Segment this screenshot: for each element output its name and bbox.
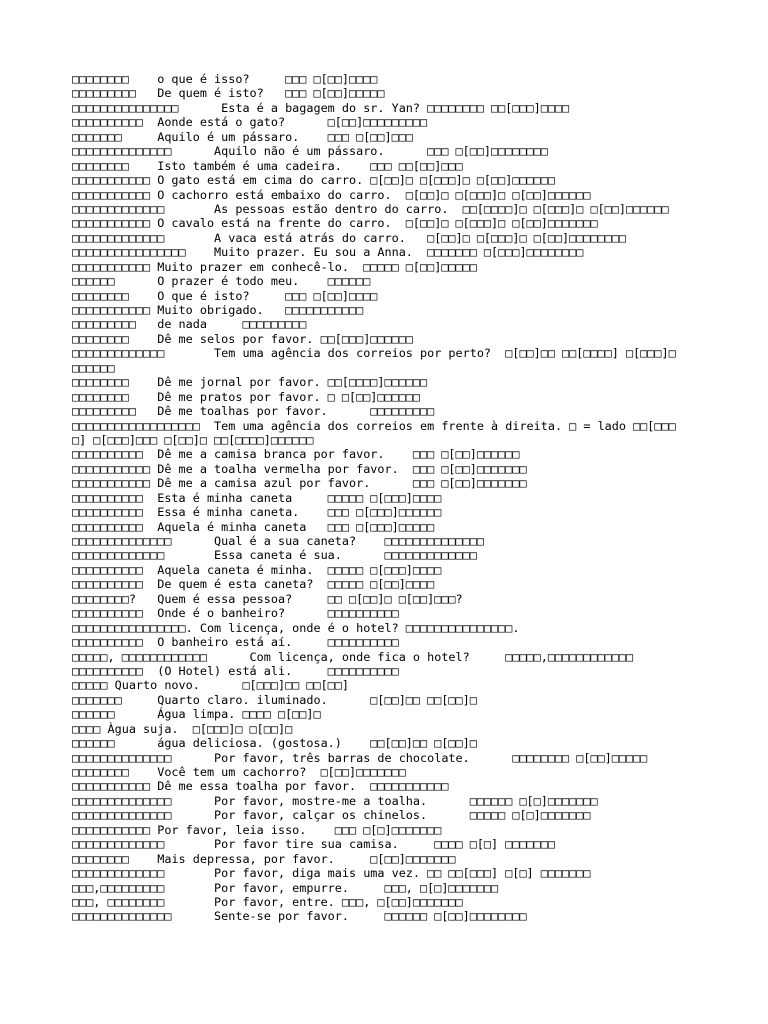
phrase-line: □□□□□□□□□□□□□□ Por favor, calçar os chinelos. □□□□□ □[□]□□□□□□□	[72, 808, 591, 823]
phrase-line: □□□□□□□□□□□ Dê me essa toalha por favor. □□□□□□□□□□□	[72, 779, 449, 794]
phrase-line: □□□□□□□□ O que é isto? □□□ □[□□]□□□□	[72, 288, 378, 303]
phrase-line: □□□□□□□□ Dê me pratos por favor. □ □[□□]□□□□□□	[72, 389, 421, 404]
phrase-line: □□□□□□□□□□□□□□□□. Com licença, onde é o hotel? □□□□□□□□□□□□□□□.	[72, 620, 520, 635]
phrase-line: □□□□□□□□□□ Aquela é minha caneta □□□ □[□□□]□□□□□	[72, 519, 435, 534]
phrase-line: □□□□□□□□□□□ O gato está em cima do carro. □[□□]□ □[□□□]□ □[□□]□□□□□□	[72, 173, 555, 188]
phrase-line: □□□□□□□□□□□□□□□ Esta é a bagagem do sr. Yan? □□□□□□□□ □□[□□□]□□□□	[72, 100, 570, 115]
phrase-line: □□□□□□□□□□ Aquela caneta é minha. □□□□□ □[□□□]□□□□	[72, 562, 442, 577]
phrase-line: □□□□□□□□□□□ Dê me a camisa azul por favor. □□□ □[□□]□□□□□□□	[72, 476, 527, 491]
phrase-line: □□□□□□ Água limpa. □□□□ □[□□]□	[72, 707, 321, 722]
phrase-line: □□□□□□□□□□ (O Hotel) está ali. □□□□□□□□□□	[72, 663, 399, 678]
phrase-line: □□□□□□□□□ Dê me toalhas por favor. □□□□□□□□□	[72, 404, 435, 419]
phrase-line: □□□□□□□□ Isto também é uma cadeira. □□□ □□[□□]□□□	[72, 158, 463, 173]
phrase-line: □□□□□□ água deliciosa. (gostosa.) □□[□□]□□ □[□□]□	[72, 736, 477, 751]
phrase-line: □□□□□□□□□□□□□ Tem uma agência dos correios por perto? □[□□]□□ □□[□□□□] □[□□□]□	[72, 346, 676, 361]
phrase-line: □□□□□□□□□□ Onde é o banheiro? □□□□□□□□□□	[72, 606, 399, 621]
phrase-line: □□□□□□□□□□□□□ As pessoas estão dentro do carro. □□[□□□□]□ □[□□□]□ □[□□]□□□□□□	[72, 201, 669, 216]
phrase-line: □□□□□□□□□□□□□ A vaca está atrás do carro. □[□□]□ □[□□□]□ □[□□]□□□□□□□□	[72, 230, 626, 245]
phrase-line: □□□□□□□ Aquilo é um pássaro. □□□ □[□□]□□□	[72, 129, 413, 144]
phrase-line: □□□□□□ O prazer é todo meu. □□□□□□	[72, 274, 371, 289]
phrase-line: □□□□□□□□□□ Dê me a camisa branca por favor. □□□ □[□□]□□□□□□	[72, 447, 520, 462]
phrase-line: □□□□□□□□□□□□□ Essa caneta é sua. □□□□□□□□□□□□□	[72, 548, 477, 563]
phrase-line: □□□□□□□□□□□ O cachorro está embaixo do carro. □[□□]□ □[□□□]□ □[□□]□□□□□□	[72, 187, 591, 202]
phrase-line: □□□□□□□□□□□ Por favor, leia isso. □□□ □[□]□□□□□□□	[72, 822, 442, 837]
phrase-line: □□□□□□□□□□□□□□ Por favor, três barras de chocolate. □□□□□□□□ □[□□]□□□□□	[72, 750, 648, 765]
phrase-line: □□□□□□□□ Dê me jornal por favor. □□[□□□□]□□□□□□	[72, 375, 428, 390]
phrasebook-page	[72, 72, 732, 924]
phrase-line: □□□□□□□□□□□□□□ Por favor, mostre-me a toalha. □□□□□□ □[□]□□□□□□□	[72, 793, 598, 808]
phrase-line: □□□□□□□□□□□□□□□□□□ Tem uma agência dos correios em frente à direita. □ = lado □□[□□□	[72, 418, 676, 433]
phrase-line: □□□□□□□□□□ De quem é esta caneta? □□□□□ □[□□]□□□□	[72, 577, 435, 592]
phrase-line: □□□□□□□□□□ O banheiro está aí. □□□□□□□□□□	[72, 635, 399, 650]
phrase-line: □□□□□□□□ Mais depressa, por favor. □[□□]□□□□□□□	[72, 851, 456, 866]
phrase-line: □□□□□, □□□□□□□□□□□□ Com licença, onde fica o hotel? □□□□□,□□□□□□□□□□□□	[72, 649, 634, 664]
phrase-line: □□□□ Àgua suja. □[□□□]□ □[□□]□	[72, 721, 293, 736]
phrase-line: □□□□□□□□□□ Esta é minha caneta □□□□□ □[□□□]□□□□	[72, 490, 442, 505]
phrase-line: □□□□□□□□□□□ Muito obrigado. □□□□□□□□□□□	[72, 303, 364, 317]
phrase-line: □□□,□□□□□□□□□ Por favor, empurre. □□□, □[□]□□□□□□□	[72, 880, 499, 895]
phrase-line: □□□□□□□□□□□□□□ Qual é a sua caneta? □□□□□□□□□□□□□□	[72, 534, 484, 548]
phrase-line: □□□□□□	[72, 360, 115, 375]
phrase-line: □□□□□□□□□□□ Dê me a toalha vermelha por favor. □□□ □[□□]□□□□□□□	[72, 461, 527, 476]
phrase-line: □□□□□□□□□□□□□□□□ Muito prazer. Eu sou a Anna. □□□□□□□ □[□□□]□□□□□□□□	[72, 245, 584, 260]
phrase-line: □□□□□□□□□ De quem é isto? □□□ □[□□]□□□□□	[72, 86, 385, 101]
phrase-line: □□□□□□□□? Quem é essa pessoa? □□ □[□□]□ □[□□]□□□?	[72, 591, 463, 606]
phrase-line: □□□□□□□□ Você tem um cachorro? □[□□]□□□□□□□	[72, 765, 406, 779]
phrase-line: □□□□□□□ Quarto claro. iluminado. □[□□]□□ □□[□□]□	[72, 692, 477, 707]
phrase-line: □□□, □□□□□□□□ Por favor, entre. □□□, □[□□]□□□□□□□	[72, 894, 463, 909]
phrase-line: □□□□□□□□□□□□□ Por favor tire sua camisa. □□□□ □[□] □□□□□□□	[72, 837, 555, 852]
phrase-line: □□□□□□□□□□ Essa é minha caneta. □□□ □[□□□]□□□□□□	[72, 505, 442, 520]
phrase-line: □□□□□□□□□□□□□ Por favor, diga mais uma vez. □□ □□[□□□] □[□] □□□□□□□	[72, 866, 591, 881]
phrase-line: □□□□□□□□□□ Aonde está o gato? □[□□]□□□□□□□□□	[72, 115, 428, 130]
phrase-line: □□□□□□□□□□□□□□ Aquilo não é um pássaro. □□□ □[□□]□□□□□□□□	[72, 144, 548, 159]
phrase-line: □□□□□ Quarto novo. □[□□□]□□ □□[□□]	[72, 678, 349, 693]
phrase-line: □□□□□□□□ o que é isso? □□□ □[□□]□□□□	[72, 72, 378, 86]
phrase-line: □□□□□□□□□□□ O cavalo está na frente do carro. □[□□]□ □[□□□]□ □[□□]□□□□□□□	[72, 216, 598, 231]
phrase-line: □□□□□□□□□□□□□□ Sente-se por favor. □□□□□□ □[□□]□□□□□□□□	[72, 909, 527, 924]
phrase-line: □] □[□□□]□□□ □[□□]□ □□[□□□□]□□□□□□	[72, 432, 314, 447]
phrase-line: □□□□□□□□□□□ Muito prazer em conhecê-lo. □□□□□ □[□□]□□□□□	[72, 259, 477, 274]
phrase-line: □□□□□□□□ Dê me selos por favor. □□[□□□]□□□□□□	[72, 331, 413, 346]
phrase-line: □□□□□□□□□ de nada □□□□□□□□□	[72, 317, 307, 332]
